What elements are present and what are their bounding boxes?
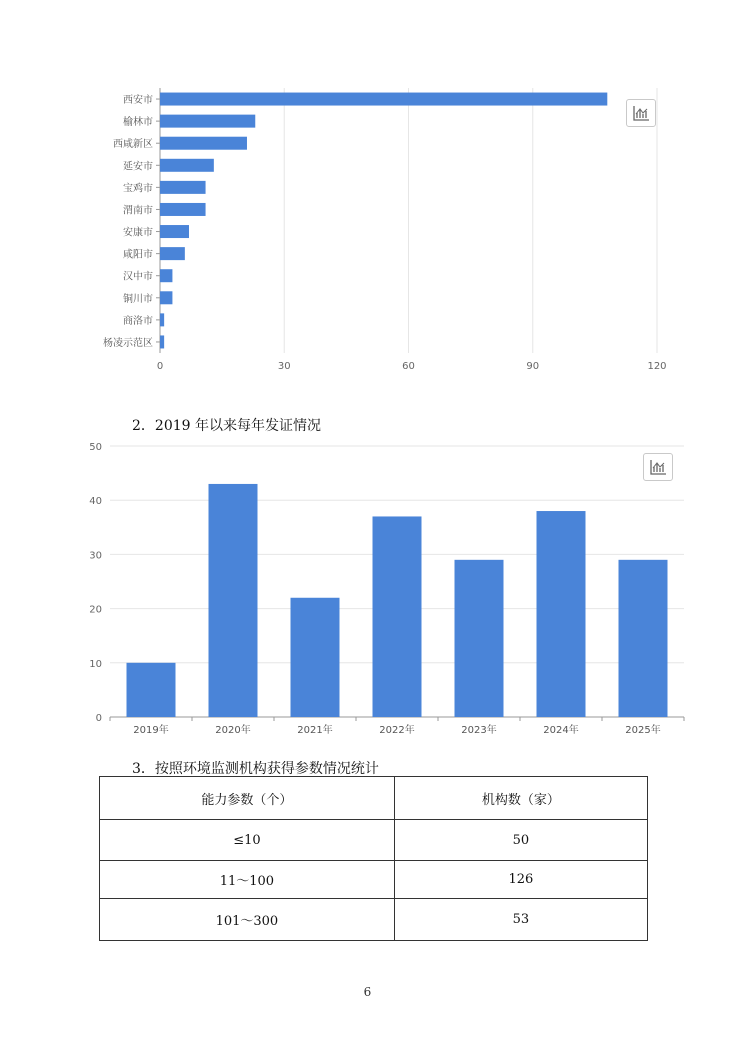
y-tick-label: 榆林市 xyxy=(123,117,153,129)
x-tick-label: 2019年 xyxy=(133,725,169,736)
y-tick-label: 西安市 xyxy=(123,95,153,107)
y-tick-label: 西咸新区 xyxy=(113,139,153,151)
y-tick-label: 40 xyxy=(89,496,102,508)
section-heading-annual-issuance: 2．2019 年以来每年发证情况 xyxy=(132,418,321,434)
section-heading-parameter-stats: 3．按照环境监测机构获得参数情况统计 xyxy=(132,761,379,777)
y-tick-label: 10 xyxy=(89,658,102,670)
table-header-cell: 能力参数（个） xyxy=(100,777,395,820)
chart-switch-icon xyxy=(650,459,667,476)
y-tick-label: 咸阳市 xyxy=(123,249,153,261)
y-tick-label: 汉中市 xyxy=(123,271,153,283)
x-tick-label: 2025年 xyxy=(625,725,661,736)
x-tick-label: 2022年 xyxy=(379,725,415,736)
table-cell: 50 xyxy=(394,820,647,861)
bar xyxy=(127,663,176,717)
table-row xyxy=(100,899,648,941)
y-tick-label: 延安市 xyxy=(123,161,153,173)
page-number: 6 xyxy=(363,985,372,999)
y-tick-label: 渭南市 xyxy=(123,205,153,217)
table-cell: ≤10 xyxy=(100,820,395,861)
table-row xyxy=(100,820,648,861)
y-tick-label: 20 xyxy=(89,604,102,616)
table-cell: 53 xyxy=(394,899,647,941)
x-tick-label: 120 xyxy=(647,361,667,372)
bar xyxy=(537,511,586,717)
bar xyxy=(291,598,340,717)
y-tick-label: 安康市 xyxy=(123,227,153,239)
table-row xyxy=(100,861,648,899)
parameter-stats-table xyxy=(99,776,648,941)
y-tick-label: 杨凌示范区 xyxy=(103,337,153,349)
bar xyxy=(209,484,258,717)
y-tick-label: 0 xyxy=(95,713,102,724)
bar xyxy=(619,560,668,717)
table-header-cell: 机构数（家） xyxy=(394,777,647,820)
x-tick-label: 2021年 xyxy=(297,725,333,736)
x-tick-label: 60 xyxy=(402,361,415,372)
bar xyxy=(455,560,504,717)
table-cell: 101～300 xyxy=(100,899,395,941)
x-tick-label: 30 xyxy=(277,361,291,372)
chart-switch-button[interactable] xyxy=(643,453,673,481)
y-tick-label: 30 xyxy=(89,550,102,562)
bar xyxy=(373,516,422,717)
x-tick-label: 0 xyxy=(156,361,164,372)
y-tick-label: 50 xyxy=(89,442,102,453)
y-tick-label: 宝鸡市 xyxy=(123,183,153,195)
table-cell: 11～100 xyxy=(100,861,395,899)
x-tick-label: 2024年 xyxy=(543,725,579,736)
x-tick-label: 2020年 xyxy=(215,725,251,736)
y-tick-label: 商洛市 xyxy=(123,315,153,327)
table-header-row xyxy=(100,777,648,820)
x-tick-label: 2023年 xyxy=(461,725,497,736)
table-cell: 126 xyxy=(394,861,647,899)
y-tick-label: 铜川市 xyxy=(123,293,153,305)
x-tick-label: 90 xyxy=(526,361,540,372)
